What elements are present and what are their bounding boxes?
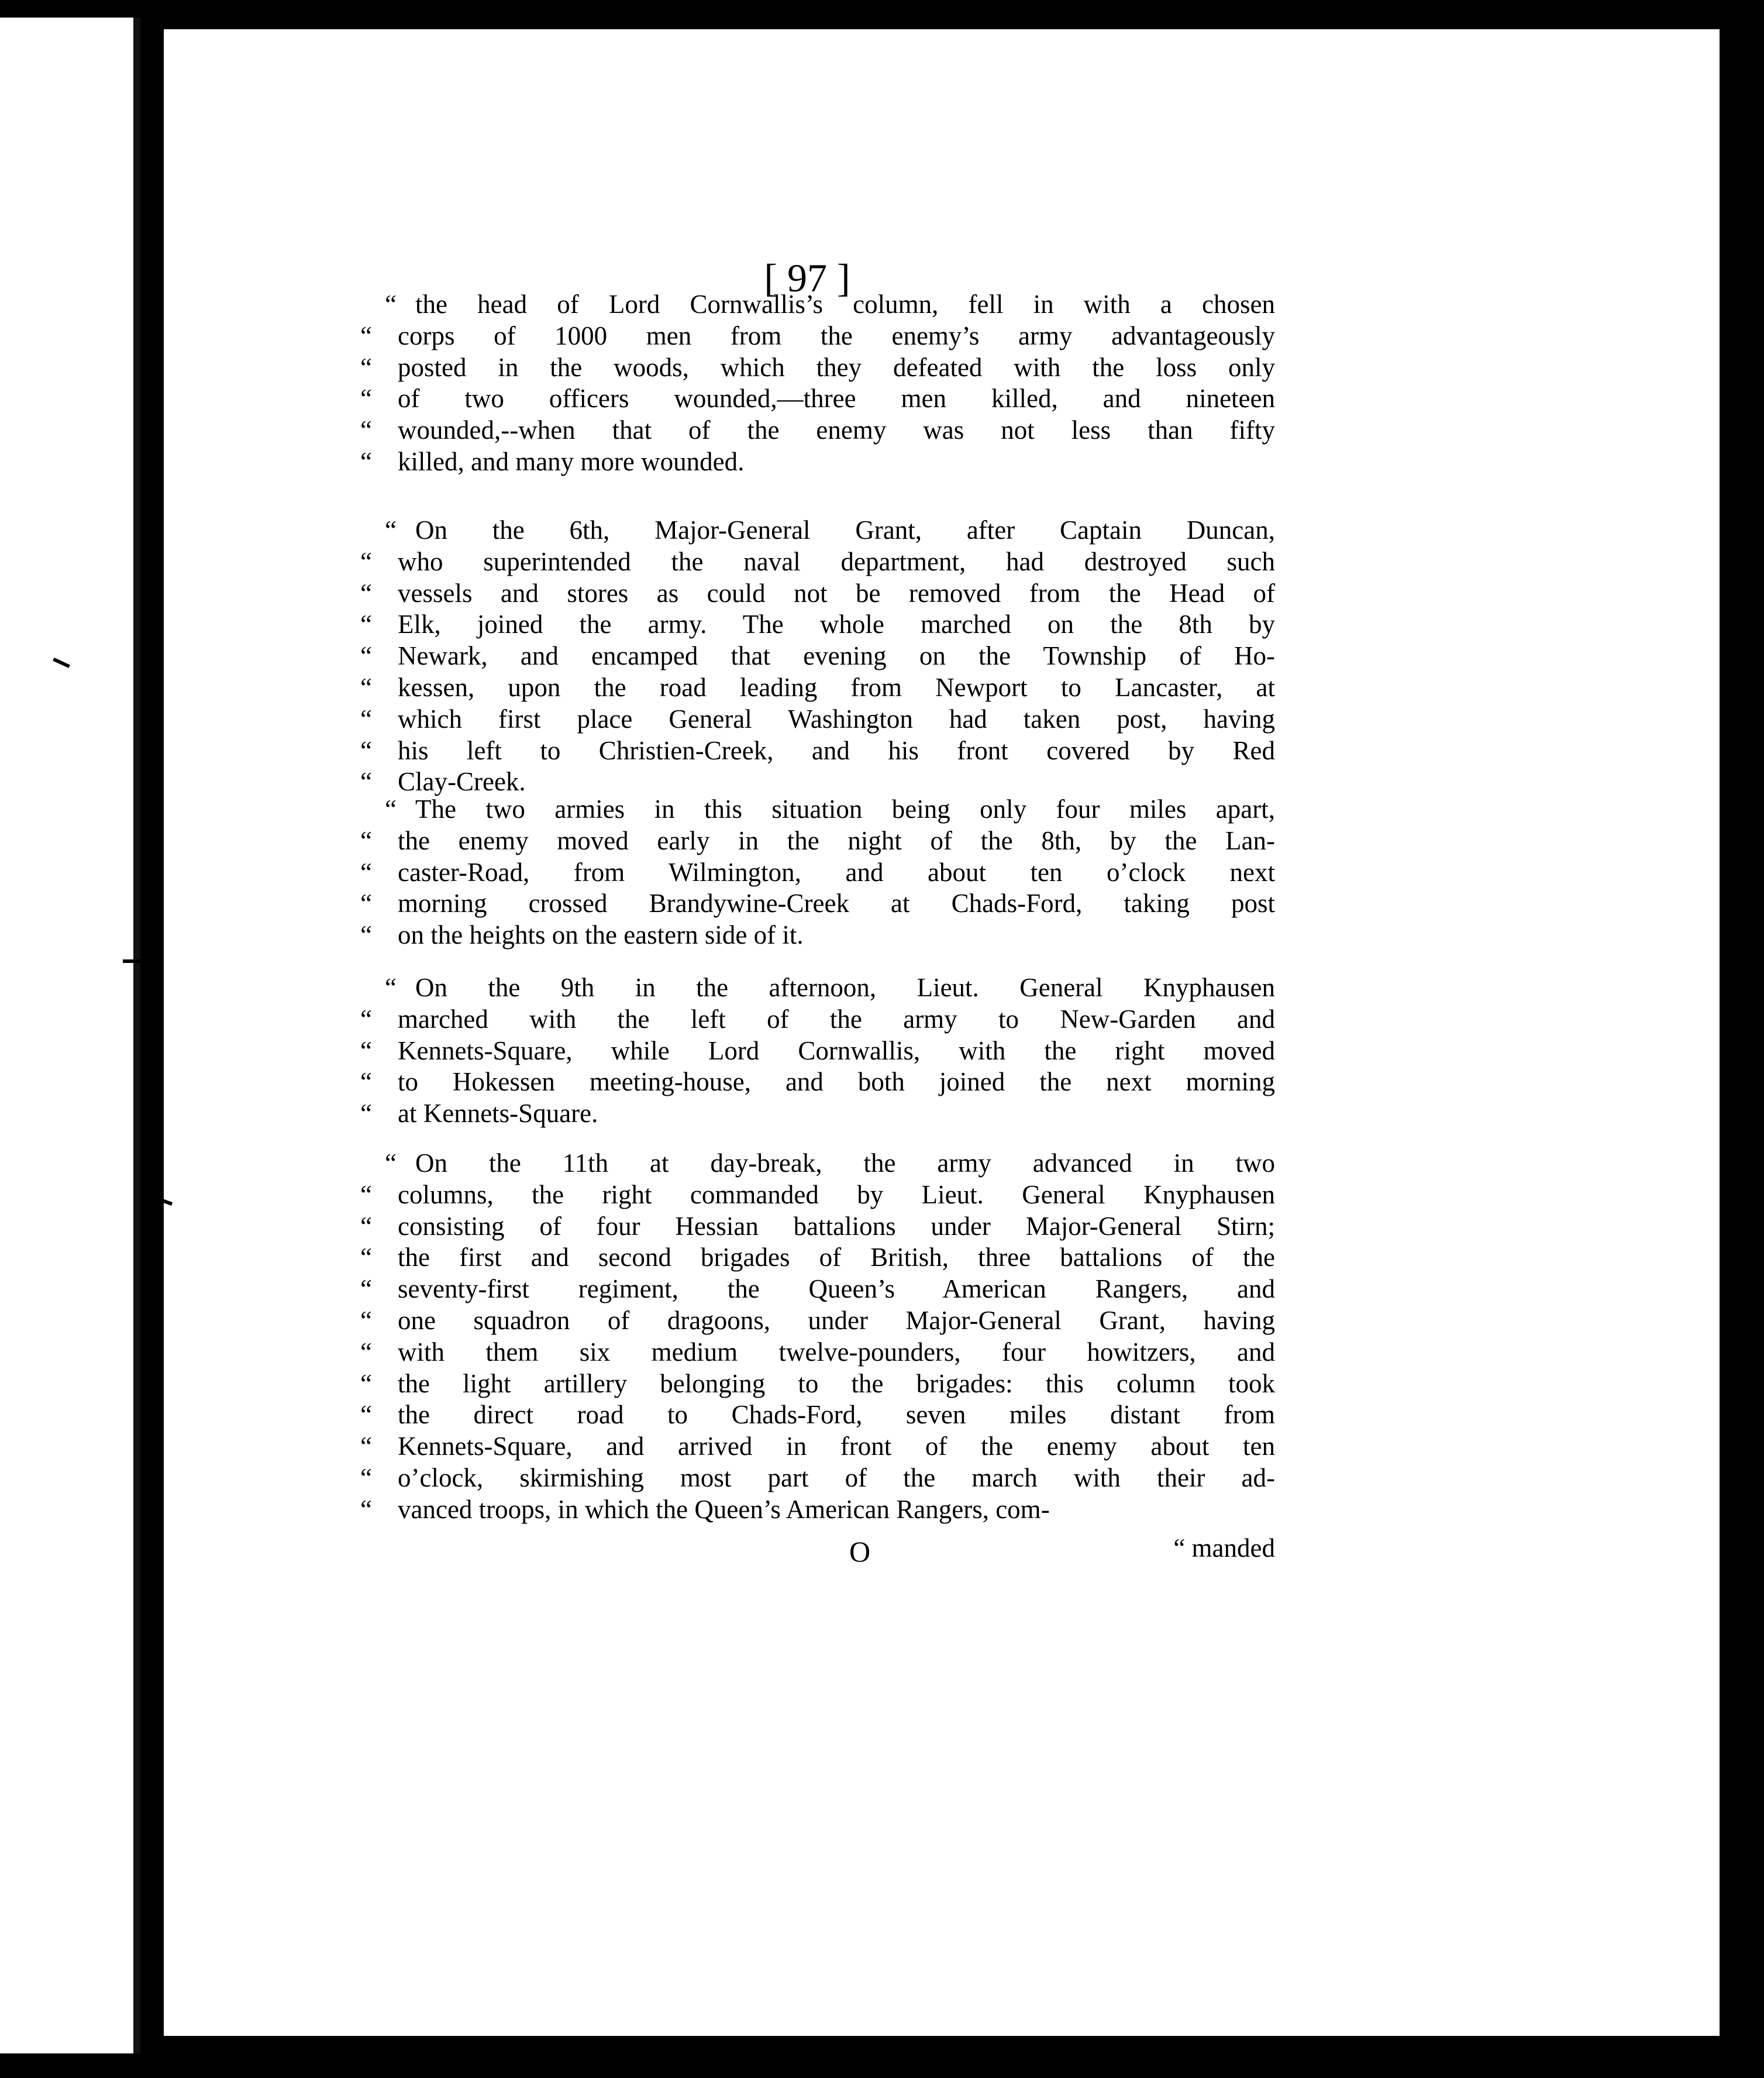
text-line (360, 414, 1275, 446)
quote-mark: “ (360, 889, 372, 918)
quote-mark: “ (360, 857, 372, 887)
line-text: vanced troops, in which the Queen’s American Rangers, com- (398, 1494, 1050, 1524)
line-text: morning crossed Brandywine-Creek at Chads-Ford, taking post (398, 889, 1275, 918)
quote-mark: “ (385, 1148, 397, 1178)
margin-mark (123, 959, 140, 963)
text-line (360, 351, 1275, 384)
text-line (360, 1461, 1275, 1494)
text-line (360, 1493, 1275, 1526)
text-line (360, 918, 1275, 951)
text-line (360, 703, 1275, 735)
line-text: the head of Lord Cornwallis’s column, fell in with a chosen (415, 290, 1275, 319)
text-line (360, 1178, 1275, 1211)
quote-mark: “ (360, 1099, 372, 1129)
line-text: vessels and stores as could not be removed from the Head of (398, 578, 1275, 608)
quote-mark: “ (385, 973, 397, 1002)
line-text: Elk, joined the army. The whole marched on the 8th by (398, 610, 1275, 639)
line-text: seventy-first regiment, the Queen’s American Rangers, and (398, 1274, 1275, 1304)
quote-mark: “ (360, 546, 372, 576)
page-gutter-shadow (133, 18, 140, 2053)
line-text: On the 9th in the afternoon, Lieut. General Knyphausen (415, 973, 1275, 1002)
line-text: o’clock, skirmishing most part of the march with their ad- (398, 1463, 1275, 1492)
quote-mark: “ (385, 515, 397, 545)
quote-mark: “ (360, 1274, 372, 1304)
line-text: corps of 1000 men from the enemy’s army advantageously (398, 321, 1275, 350)
line-text: the first and second brigades of British, three battalions of the (398, 1243, 1275, 1272)
line-text: caster-Road, from Wilmington, and about ten o’clock next (398, 857, 1275, 887)
line-text: Kennets-Square, and arrived in front of the enemy about ten (398, 1432, 1275, 1461)
text-line (360, 671, 1275, 704)
line-text: with them six medium twelve-pounders, four howitzers, and (398, 1337, 1275, 1367)
line-text: On the 6th, Major-General Grant, after Captain Duncan, (415, 515, 1275, 545)
quote-mark: “ (360, 1306, 372, 1335)
text-line (385, 971, 1275, 1004)
line-text: the light artillery belonging to the brigades: this column took (398, 1368, 1275, 1398)
text-line (360, 577, 1275, 610)
quote-mark: “ (360, 825, 372, 855)
facing-page-edge (0, 18, 140, 2053)
line-text: The two armies in this situation being only four miles apart, (415, 794, 1275, 824)
text-line (360, 824, 1275, 857)
quote-mark: “ (360, 352, 372, 382)
quote-mark: “ (360, 1179, 372, 1209)
text-line (360, 319, 1275, 352)
text-line (385, 288, 1275, 321)
signature-mark: O (849, 1535, 871, 1568)
quote-mark: “ (360, 1211, 372, 1241)
text-line (360, 1304, 1275, 1337)
quote-mark: “ (360, 610, 372, 639)
catchword: “ manded (1173, 1533, 1275, 1563)
quote-mark: “ (360, 578, 372, 608)
quote-mark: “ (360, 1432, 372, 1461)
line-text: columns, the right commanded by Lieut. General Knyphausen (398, 1179, 1275, 1209)
text-line (360, 1210, 1275, 1243)
text-line (360, 1034, 1275, 1067)
quote-mark: “ (385, 290, 397, 319)
line-text: the direct road to Chads-Ford, seven miles distant from (398, 1400, 1275, 1430)
quote-mark: “ (360, 1337, 372, 1367)
line-text: consisting of four Hessian battalions under Major-General Stirn; (398, 1211, 1275, 1241)
quote-mark: “ (360, 1463, 372, 1492)
line-text: Kennets-Square, while Lord Cornwallis, with the right moved (398, 1035, 1275, 1065)
text-line (360, 1398, 1275, 1431)
page-number: [ 97 ] (764, 256, 850, 300)
quote-mark: “ (360, 767, 372, 797)
quote-mark: “ (360, 1400, 372, 1430)
text-line (360, 545, 1275, 578)
line-text: which first place General Washington had taken post, having (398, 704, 1275, 734)
quote-mark: “ (360, 704, 372, 734)
quote-mark: “ (360, 920, 372, 950)
line-text: kessen, upon the road leading from Newport to Lancaster, at (398, 673, 1275, 702)
quote-mark: “ (360, 1494, 372, 1524)
quote-mark: “ (360, 447, 372, 476)
line-text: on the heights on the eastern side of it. (398, 920, 804, 950)
line-text: at Kennets-Square. (398, 1099, 598, 1129)
line-text: of two officers wounded,—three men killed, and nineteen (398, 384, 1275, 414)
text-line (360, 1367, 1275, 1400)
quote-mark: “ (360, 415, 372, 445)
line-text: wounded,--when that of the enemy was not less than fifty (398, 415, 1275, 445)
text-line (385, 1147, 1275, 1179)
text-line (360, 639, 1275, 672)
text-line (360, 1430, 1275, 1463)
quote-mark: “ (360, 384, 372, 414)
text-line (360, 608, 1275, 641)
text-line (360, 887, 1275, 920)
quote-mark: “ (360, 641, 372, 671)
text-line (360, 382, 1275, 415)
quote-mark: “ (360, 1035, 372, 1065)
text-line (360, 1272, 1275, 1305)
quote-mark: “ (360, 1243, 372, 1272)
text-line (360, 1097, 1275, 1130)
line-text: one squadron of dragoons, under Major-General Grant, having (398, 1306, 1275, 1335)
quote-mark: “ (360, 321, 372, 350)
text-line (385, 793, 1275, 825)
line-text: posted in the woods, which they defeated with the loss only (398, 352, 1275, 382)
text-line (360, 1336, 1275, 1368)
text-line (360, 445, 1275, 478)
text-line (360, 734, 1275, 767)
quote-mark: “ (360, 673, 372, 702)
line-text: to Hokessen meeting-house, and both joined the next morning (398, 1067, 1275, 1097)
line-text: who superintended the naval department, had destroyed such (398, 546, 1275, 576)
line-text: Newark, and encamped that evening on the Township of Ho- (398, 641, 1275, 671)
line-text: the enemy moved early in the night of the 8th, by the Lan- (398, 825, 1275, 855)
text-line (360, 856, 1275, 889)
line-text: killed, and many more wounded. (398, 447, 745, 476)
quote-mark: “ (360, 1004, 372, 1034)
quote-mark: “ (385, 794, 397, 824)
text-line (385, 514, 1275, 546)
quote-mark: “ (360, 1368, 372, 1398)
quote-mark: “ (360, 1067, 372, 1097)
line-text: marched with the left of the army to New-Garden and (398, 1004, 1275, 1034)
text-line (360, 1065, 1275, 1098)
text-line (360, 1241, 1275, 1274)
line-text: Clay-Creek. (398, 767, 526, 797)
line-text: his left to Christien-Creek, and his front covered by Red (398, 735, 1275, 765)
quote-mark: “ (360, 735, 372, 765)
text-line (360, 1003, 1275, 1035)
line-text: On the 11th at day-break, the army advanced in two (415, 1148, 1275, 1178)
